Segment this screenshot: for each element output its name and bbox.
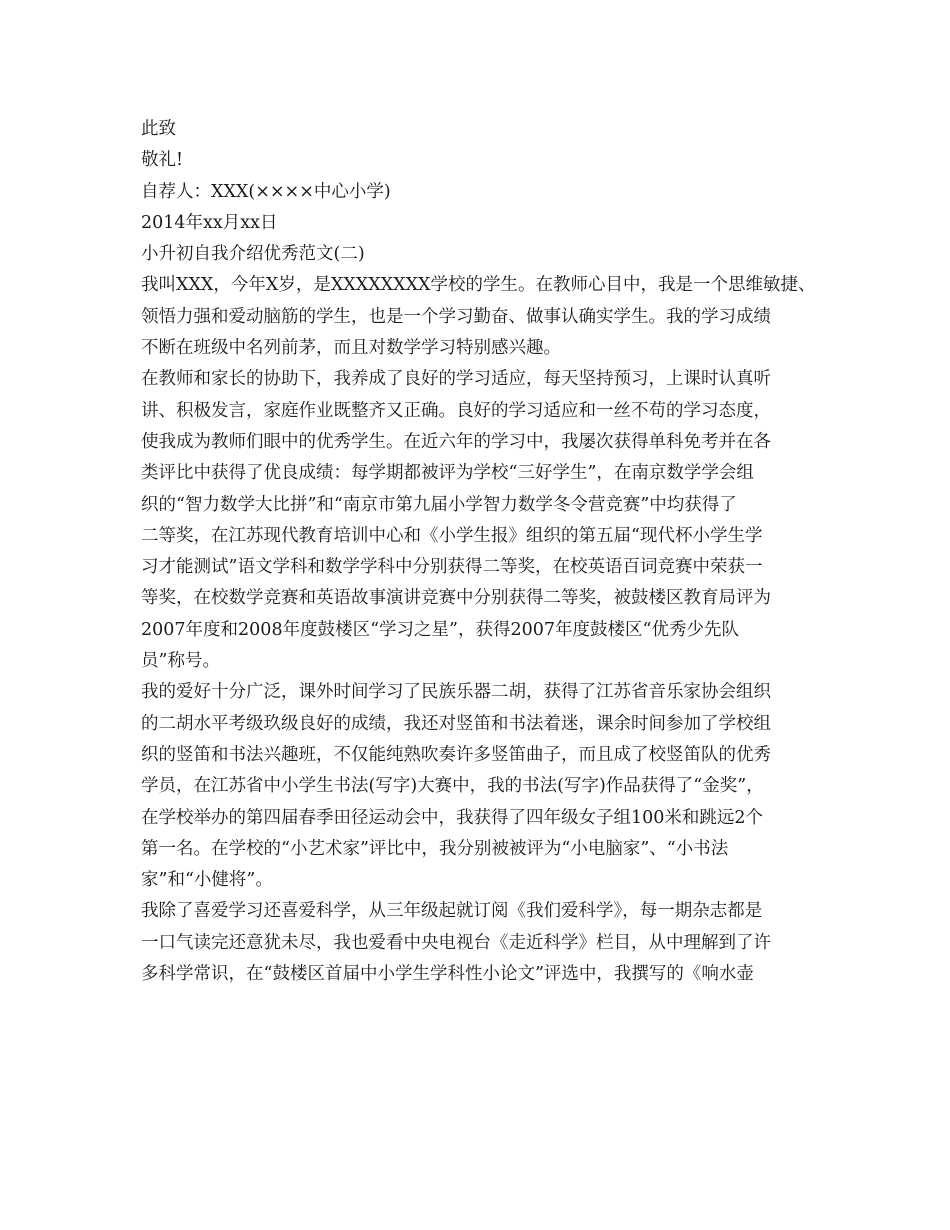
paragraph-line: 使我成为教师们眼中的优秀学生。在近六年的学习中，我屡次获得单科免考并在各 <box>141 431 771 452</box>
paragraph-line: 不断在班级中名列前茅，而且对数学学习特别感兴趣。 <box>141 338 561 359</box>
paragraph-line: 讲、积极发言，家庭作业既整齐又正确。良好的学习适应和一丝不苟的学习态度， <box>141 400 771 421</box>
paragraph-line: 领悟力强和爱动脑筋的学生，也是一个学习勤奋、做事认确实学生。我的学习成绩 <box>141 306 771 327</box>
signature-line: 自荐人：XXX(××××中心小学) <box>141 181 391 202</box>
section-heading: 小升初自我介绍优秀范文(二) <box>141 244 365 265</box>
paragraph-line: 习才能测试”语文学科和数学学科中分别获得二等奖，在校英语百词竞赛中荣获一 <box>141 557 763 578</box>
paragraph-line: 学员，在江苏省中小学生书法(写字)大赛中，我的书法(写字)作品获得了“金奖”， <box>141 776 764 797</box>
paragraph-line: 多科学常识，在“鼓楼区首届中小学生学科性小论文”评选中，我撰写的《响水壶 <box>141 964 754 985</box>
paragraph-line: 2007年度和2008年度鼓楼区“学习之星”，获得2007年度鼓楼区“优秀少先队 <box>141 619 739 640</box>
paragraph-line: 织的竖笛和书法兴趣班，不仅能纯熟吹奏许多竖笛曲子，而且成了校竖笛队的优秀 <box>141 744 771 765</box>
paragraph-line: 在学校举办的第四届春季田径运动会中，我获得了四年级女子组100米和跳远2个 <box>141 807 764 828</box>
document-body <box>141 114 831 990</box>
paragraph-line: 二等奖，在江苏现代教育培训中心和《小学生报》组织的第五届“现代杯小学生学 <box>141 525 763 546</box>
paragraph-achievements <box>141 364 831 677</box>
paragraph-line: 一口气读完还意犹未尽，我也爱看中央电视台《走近科学》栏目，从中理解到了许 <box>141 932 771 953</box>
closing-regards: 敬礼! <box>141 150 184 171</box>
paragraph-line: 第一名。在学校的“小艺术家”评比中，我分别被被评为“小电脑家”、“小书法 <box>141 838 729 859</box>
paragraph-line: 员”称号。 <box>141 651 220 672</box>
paragraph-line: 等奖，在校数学竞赛和英语故事演讲竞赛中分别获得二等奖，被鼓楼区教育局评为 <box>141 588 771 609</box>
paragraph-science <box>141 896 831 990</box>
paragraph-line: 织的“智力数学大比拼”和“南京市第九届小学智力数学冬令营竞赛”中均获得了 <box>141 494 737 515</box>
paragraph-intro <box>141 270 831 364</box>
paragraph-line: 类评比中获得了优良成绩：每学期都被评为学校“三好学生”，在南京数学学会组 <box>141 463 754 484</box>
paragraph-hobbies <box>141 677 831 896</box>
date-line: 2014年xx月xx日 <box>141 212 278 233</box>
paragraph-line: 我的爱好十分广泛，课外时间学习了民族乐器二胡，获得了江苏省音乐家协会组织 <box>141 682 771 703</box>
paragraph-line: 我除了喜爱学习还喜爱科学，从三年级起就订阅《我们爱科学》，每一期杂志都是 <box>141 901 763 922</box>
paragraph-line: 在教师和家长的协助下，我养成了良好的学习适应，每天坚持预习，上课时认真听 <box>141 369 771 390</box>
paragraph-line: 我叫XXX，今年X岁，是XXXXXXXX学校的学生。在教师心目中，我是一个思维敏捷、 <box>141 275 816 296</box>
paragraph-line: 的二胡水平考级玖级良好的成绩，我还对竖笛和书法着迷，课余时间参加了学校组 <box>141 713 771 734</box>
closing-salutation: 此致 <box>141 119 176 139</box>
paragraph-line: 家”和“小健将”。 <box>141 870 273 891</box>
